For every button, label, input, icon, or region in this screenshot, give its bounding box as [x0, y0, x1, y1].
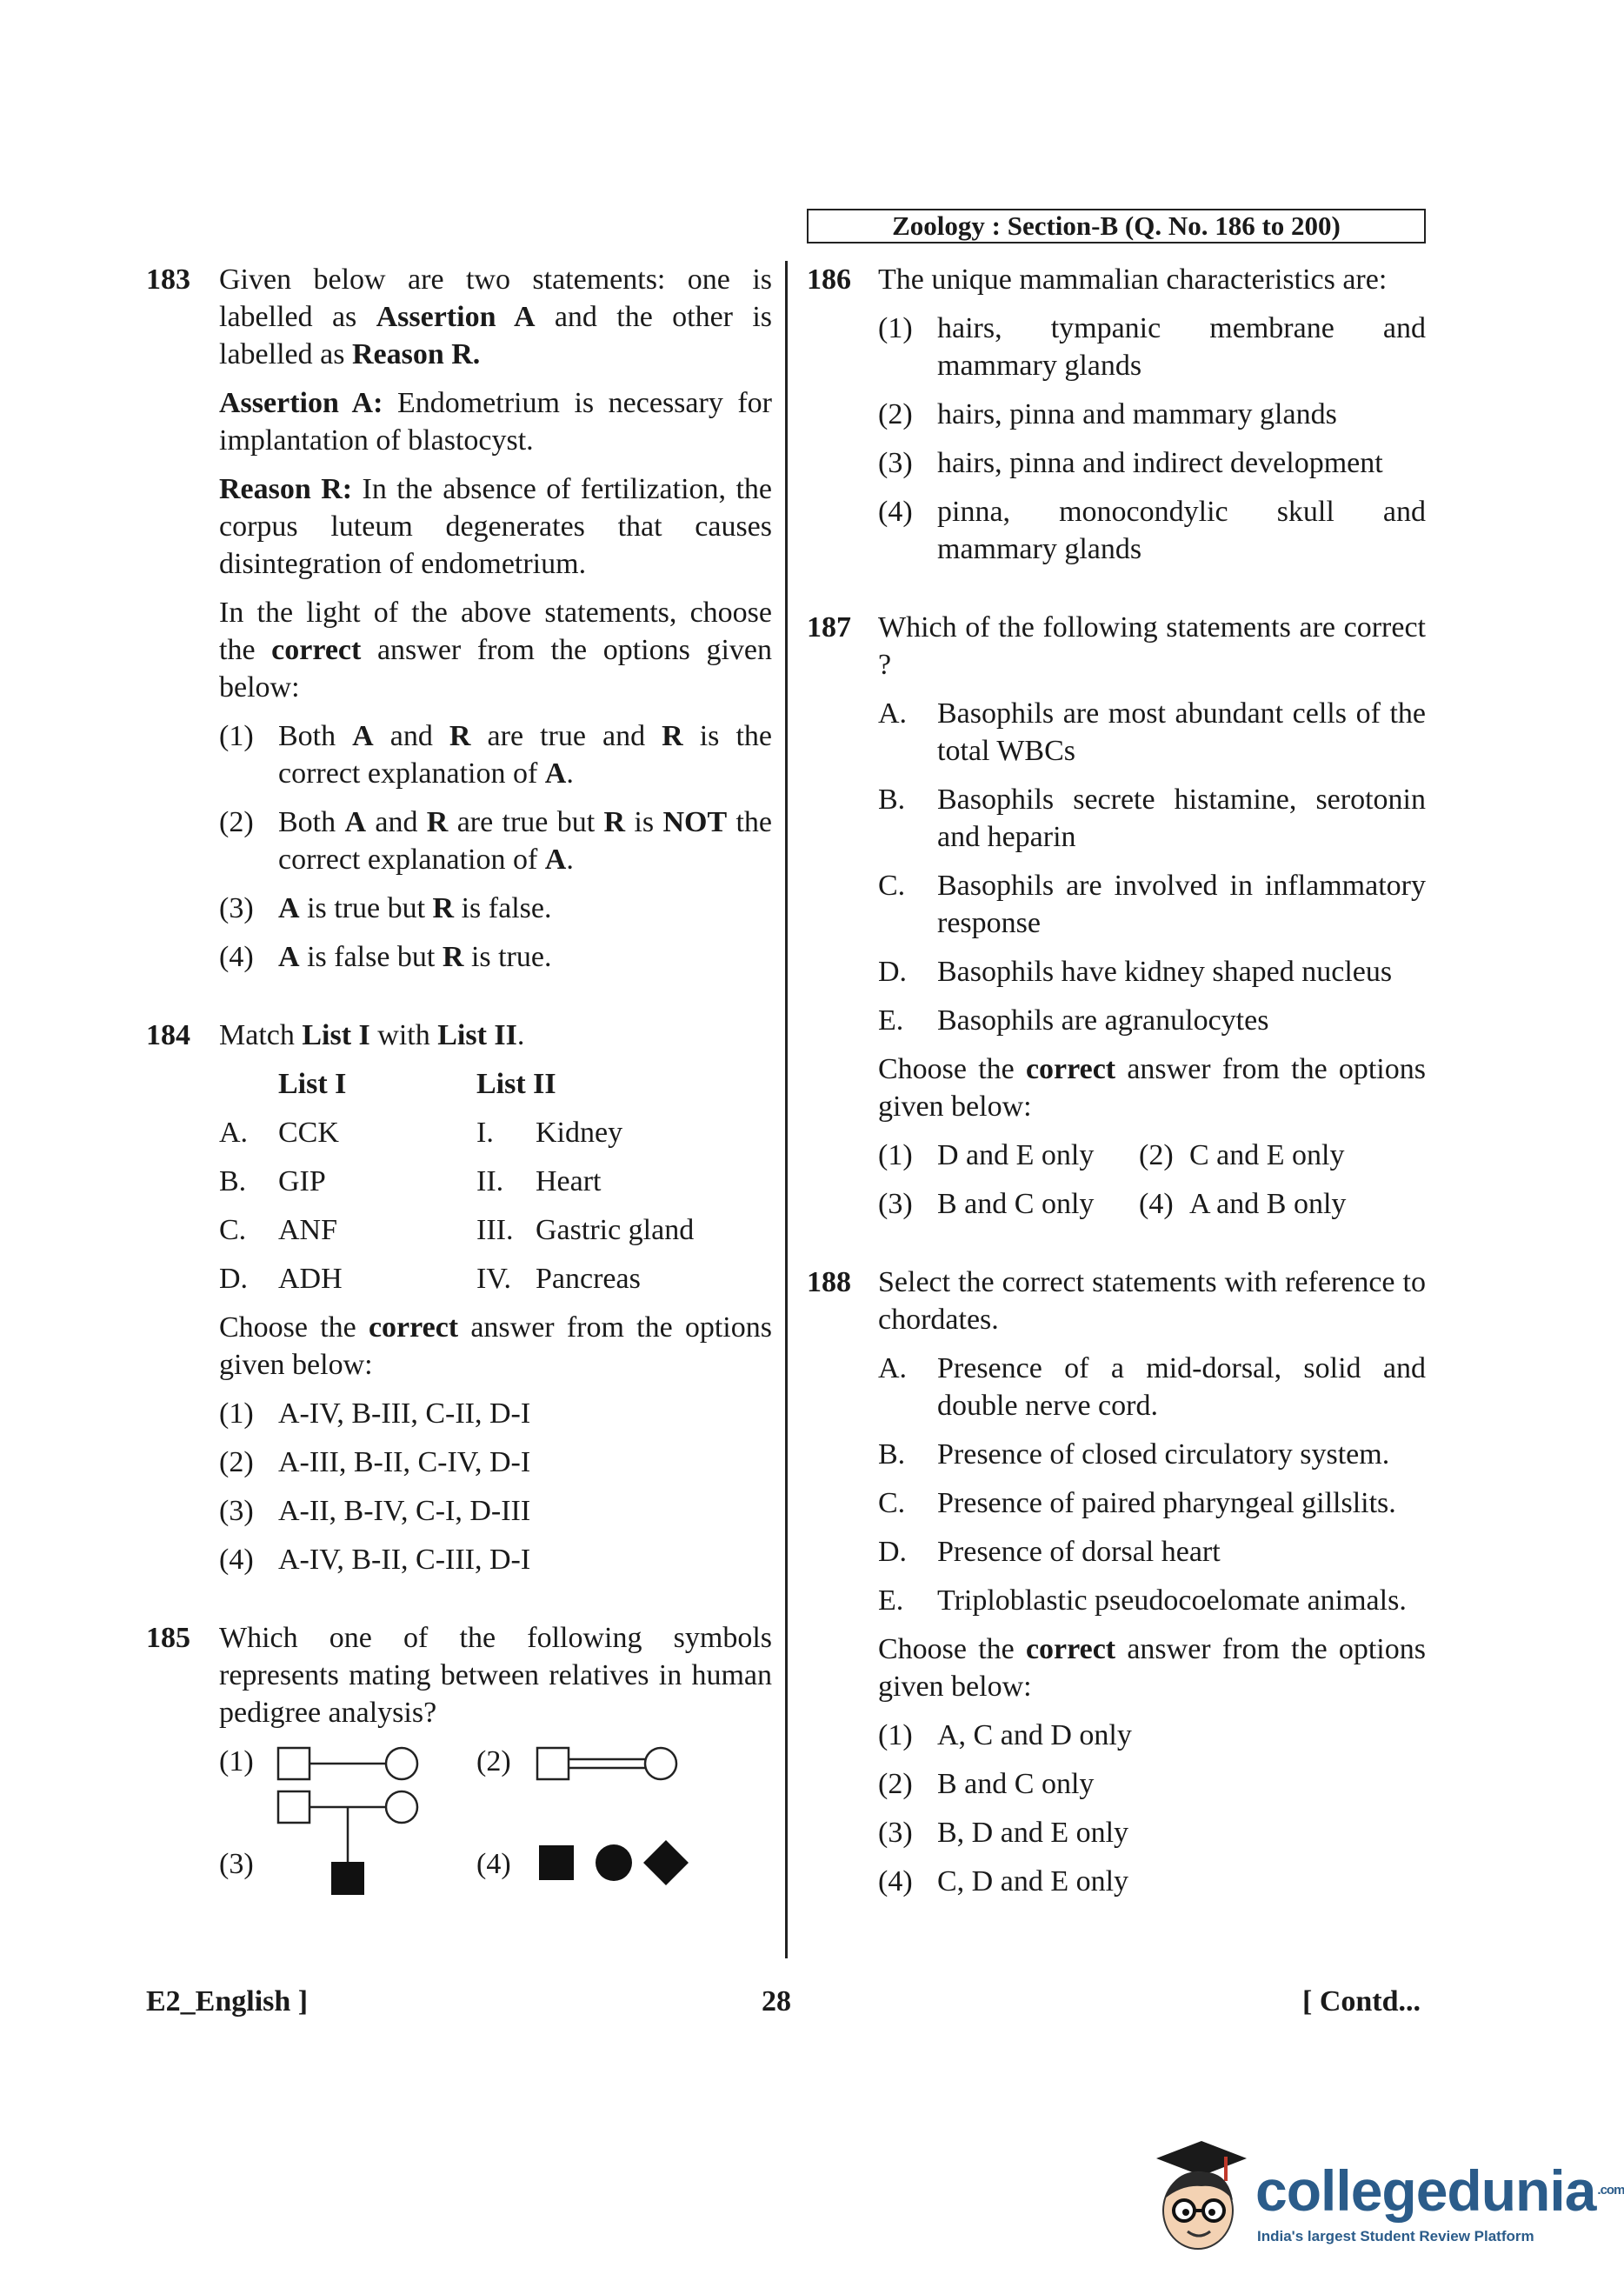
row-item: ADH: [278, 1263, 343, 1295]
statement-label: B.: [878, 784, 906, 816]
question-number: 183: [146, 263, 190, 296]
option-label: (3): [219, 892, 254, 924]
option[interactable]: [219, 717, 772, 792]
statement: [878, 1582, 1426, 1619]
statement-label: D.: [878, 1536, 908, 1568]
option-text: C, D and E only: [937, 1865, 1129, 1897]
row-label: C.: [219, 1214, 247, 1246]
option-pair: [878, 1185, 1426, 1223]
option-text: pinna, monocondylic skull and mammary glands: [937, 496, 1426, 565]
option-text: Both A and R are true but R is NOT the correct explanation of A.: [278, 806, 772, 876]
reason: [219, 470, 772, 583]
pedigree-single-line-icon[interactable]: [276, 1744, 424, 1783]
row-label: IV.: [476, 1263, 511, 1295]
question-number: 185: [146, 1622, 190, 1654]
statement-label: E.: [878, 1584, 904, 1617]
statement-text: Basophils have kidney shaped nucleus: [937, 956, 1393, 988]
option-text: A-IV, B-III, C-II, D-I: [278, 1397, 531, 1430]
option-label: (3): [878, 1817, 913, 1849]
statement: [878, 1436, 1426, 1473]
option[interactable]: [878, 1185, 1139, 1223]
statement-text: Triploblastic pseudocoelomate animals.: [937, 1584, 1407, 1617]
question-instruction: Choose the correct answer from the options given below:: [878, 1053, 1426, 1123]
logo-tagline: India's largest Student Review Platform: [1257, 2228, 1534, 2244]
question-stem: The unique mammalian characteristics are:: [878, 263, 1388, 296]
match-row: [219, 1114, 772, 1151]
footer-continued: [ Contd...: [1302, 1985, 1421, 2018]
statement-text: Basophils are most abundant cells of the total WBCs: [937, 697, 1426, 767]
logo-wordmark: [1255, 2160, 1624, 2221]
option-text: A is true but R is false.: [278, 892, 552, 924]
question-number: 184: [146, 1019, 190, 1051]
option[interactable]: [219, 804, 772, 878]
option-label: (4): [878, 1865, 913, 1897]
statement: [878, 1533, 1426, 1571]
option-text: B and C only: [937, 1188, 1095, 1220]
option-label: (4): [219, 941, 254, 973]
statement: [878, 781, 1426, 856]
row-item: Pancreas: [536, 1263, 641, 1295]
statement-label: E.: [878, 1004, 904, 1037]
option-label: (2): [878, 398, 913, 430]
question-instruction: In the light of the above statements, choose the correct answer from the options given below:: [219, 597, 772, 704]
option[interactable]: [878, 396, 1426, 433]
question-185: [146, 1619, 772, 1925]
option-text: A, C and D only: [937, 1719, 1132, 1751]
option-label: (1): [878, 1139, 913, 1171]
statement: [878, 1350, 1426, 1424]
statement-label: D.: [878, 956, 908, 988]
option-label: (1): [219, 1397, 254, 1430]
pedigree-options: [219, 1743, 772, 1925]
option-pair: [878, 1137, 1426, 1174]
row-label: D.: [219, 1263, 249, 1295]
footer-page-number: 28: [762, 1985, 791, 2018]
option-label: (4): [878, 496, 913, 528]
question-instruction: Choose the correct answer from the options given below:: [878, 1633, 1426, 1703]
question-stem: Match List I with List II.: [219, 1019, 525, 1051]
list-headers: [219, 1065, 772, 1103]
option-label: (3): [219, 1495, 254, 1527]
mascot-icon: [1141, 2131, 1254, 2261]
option-label: (2): [878, 1768, 913, 1800]
question-186: [807, 261, 1426, 568]
option[interactable]: [219, 1444, 772, 1481]
row-item: Heart: [536, 1165, 602, 1197]
option[interactable]: [878, 1137, 1139, 1174]
statement-label: C.: [878, 1487, 906, 1519]
statement: [878, 1002, 1426, 1039]
option[interactable]: [219, 1492, 772, 1530]
assertion: [219, 384, 772, 459]
question-number: 186: [807, 263, 851, 296]
statement-text: Basophils secrete histamine, serotonin and heparin: [937, 784, 1426, 853]
option-text: hairs, pinna and mammary glands: [937, 398, 1337, 430]
question-number: 188: [807, 1266, 851, 1298]
statement-label: A.: [878, 697, 908, 730]
match-row: [219, 1163, 772, 1200]
statement-label: A.: [878, 1352, 908, 1384]
statement-text: Presence of paired pharyngeal gillslits.: [937, 1487, 1396, 1519]
option[interactable]: [878, 310, 1426, 384]
option-label: (4): [1139, 1188, 1174, 1220]
statement-text: Basophils are agranulocytes: [937, 1004, 1269, 1037]
option-label[interactable]: (1): [219, 1745, 254, 1777]
option-label: (1): [878, 312, 913, 344]
collegedunia-logo[interactable]: [1141, 2122, 1624, 2270]
option[interactable]: [878, 493, 1426, 568]
question-instruction: Choose the correct answer from the options given below:: [219, 1311, 772, 1381]
option[interactable]: [219, 1541, 772, 1578]
option-text: B, D and E only: [937, 1817, 1129, 1849]
option-text: D and E only: [937, 1139, 1095, 1171]
option[interactable]: [878, 1863, 1426, 1900]
option[interactable]: [219, 1395, 772, 1432]
option-text: B and C only: [937, 1768, 1095, 1800]
statement: [878, 695, 1426, 770]
option-label: (3): [878, 1188, 913, 1220]
logo-name: collegedunia: [1255, 2158, 1596, 2223]
column-divider: [785, 261, 788, 1958]
option[interactable]: [219, 890, 772, 927]
option-label[interactable]: (3): [219, 1848, 254, 1880]
row-label: A.: [219, 1117, 249, 1149]
row-item: Gastric gland: [536, 1214, 695, 1246]
statement-text: Basophils are involved in inflammatory response: [937, 870, 1426, 939]
row-label: II.: [476, 1165, 504, 1197]
option[interactable]: [219, 938, 772, 976]
assertion-label: Assertion A:: [219, 387, 383, 419]
logo-suffix: .com: [1597, 2183, 1624, 2198]
list1-header: List I: [278, 1068, 347, 1100]
option-text: A and B only: [1189, 1188, 1347, 1220]
option[interactable]: [878, 1814, 1426, 1851]
statement-label: B.: [878, 1438, 906, 1471]
question-183: [146, 261, 772, 976]
option-label: (2): [1139, 1139, 1174, 1171]
option-text: A-III, B-II, C-IV, D-I: [278, 1446, 531, 1478]
assertion-text: Endometrium is necessary for implantation of blastocyst.: [219, 387, 773, 457]
list2-header: List II: [476, 1068, 556, 1100]
row-item: CCK: [278, 1117, 339, 1149]
option-text: hairs, tympanic membrane and mammary glands: [937, 312, 1426, 382]
option-text: Both A and R are true and R is the correct explanation of A.: [278, 720, 772, 790]
pedigree-double-line-icon[interactable]: [536, 1744, 683, 1783]
left-column: [146, 261, 772, 1925]
match-row: [219, 1211, 772, 1249]
row-item: Kidney: [536, 1117, 623, 1149]
option-label: (2): [219, 806, 254, 838]
question-187: [807, 609, 1426, 1223]
option-text: A is false but R is true.: [278, 941, 552, 973]
section-header: Zoology : Section-B (Q. No. 186 to 200): [807, 209, 1426, 243]
option-label: (2): [219, 1446, 254, 1478]
question-184: [146, 1017, 772, 1578]
question-stem: Select the correct statements with reference to chordates.: [878, 1266, 1426, 1336]
option-text: C and E only: [1189, 1139, 1345, 1171]
option-label: (4): [219, 1544, 254, 1576]
row-item: ANF: [278, 1214, 338, 1246]
match-row: [219, 1260, 772, 1297]
question-number: 187: [807, 611, 851, 644]
question-intro: Given below are two statements: one is labelled as Assertion A and the other is labelled as Reason R.: [219, 263, 772, 370]
option-text: A-IV, B-II, C-III, D-I: [278, 1544, 531, 1576]
right-column: [807, 261, 1426, 1911]
statement-text: Presence of closed circulatory system.: [937, 1438, 1390, 1471]
option[interactable]: [1139, 1185, 1400, 1223]
question-188: [807, 1264, 1426, 1900]
statement-text: Presence of a mid-dorsal, solid and double nerve cord.: [937, 1352, 1426, 1422]
option-text: hairs, pinna and indirect development: [937, 447, 1383, 479]
footer-paper-code: E2_English ]: [146, 1985, 309, 2018]
option[interactable]: [878, 444, 1426, 482]
pedigree-offspring-icon[interactable]: [276, 1788, 424, 1901]
question-stem: Which one of the following symbols represents mating between relatives in human pedigree analysis?: [219, 1622, 772, 1729]
option-text: A-II, B-IV, C-I, D-III: [278, 1495, 531, 1527]
question-stem: Which of the following statements are correct ?: [878, 611, 1426, 681]
option[interactable]: [1139, 1137, 1400, 1174]
reason-label: Reason R:: [219, 473, 353, 505]
reason-text: In the absence of fertilization, the corpus luteum degenerates that causes disintegration of endometrium.: [219, 473, 772, 580]
statement-label: C.: [878, 870, 906, 902]
row-item: GIP: [278, 1165, 326, 1197]
statement: [878, 1484, 1426, 1522]
statement: [878, 953, 1426, 990]
option-label: (1): [878, 1719, 913, 1751]
row-label: B.: [219, 1165, 247, 1197]
pedigree-filled-shapes-icon[interactable]: [536, 1837, 701, 1889]
option[interactable]: [878, 1717, 1426, 1754]
option[interactable]: [878, 1765, 1426, 1803]
option-label[interactable]: (4): [476, 1848, 511, 1880]
option-label: (3): [878, 447, 913, 479]
statement: [878, 867, 1426, 942]
statement-text: Presence of dorsal heart: [937, 1536, 1221, 1568]
row-label: III.: [476, 1214, 514, 1246]
option-label[interactable]: (2): [476, 1745, 511, 1777]
row-label: I.: [476, 1117, 494, 1149]
option-label: (1): [219, 720, 254, 752]
